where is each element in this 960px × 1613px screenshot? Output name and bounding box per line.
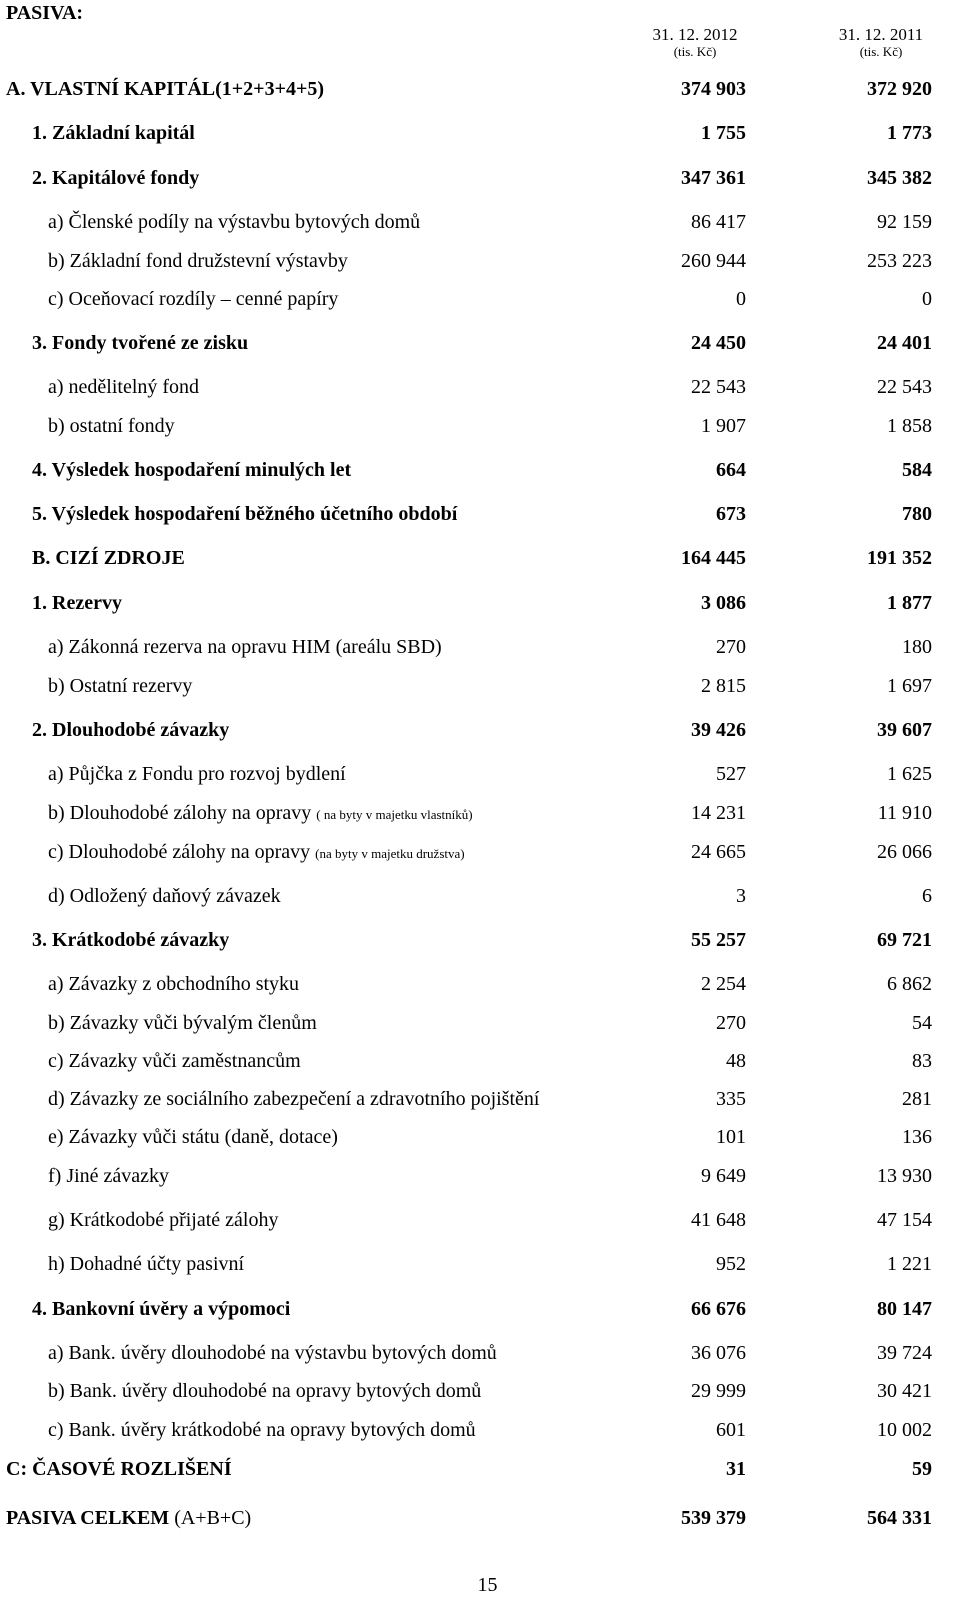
- row-note: (na byty v majetku družstva): [315, 846, 465, 861]
- value-2012: 39 426: [691, 719, 746, 741]
- value-2012: 673: [716, 503, 746, 525]
- row-label: 3. Fondy tvořené ze zisku: [32, 332, 249, 354]
- value-2012: 24 665: [691, 841, 746, 863]
- value-2011: 584: [902, 459, 932, 481]
- row-label: d) Závazky ze sociálního zabezpečení a zdravotního pojištění: [48, 1088, 540, 1110]
- value-2012: 270: [716, 636, 746, 658]
- value-2011: 69 721: [877, 929, 932, 951]
- table-row: [0, 759, 960, 789]
- row-label: 3. Krátkodobé závazky: [32, 929, 230, 951]
- row-label: [6, 1503, 251, 1533]
- row-label: a) Půjčka z Fondu pro rozvoj bydlení: [48, 763, 346, 785]
- value-2012: 22 543: [691, 376, 746, 398]
- value-2011: 780: [902, 503, 932, 525]
- value-2012: 3 086: [701, 592, 746, 614]
- table-row: [0, 499, 960, 529]
- value-2012: 1 755: [701, 122, 746, 144]
- table-row-casove-rozliseni: [0, 1454, 960, 1484]
- table-row: [0, 1376, 960, 1406]
- value-2012: 539 379: [681, 1507, 746, 1529]
- value-2012: 2 254: [701, 973, 746, 995]
- table-row: [0, 411, 960, 441]
- value-2011: 6 862: [887, 973, 932, 995]
- value-2011: 39 607: [877, 719, 932, 741]
- value-2012: 101: [716, 1126, 746, 1148]
- value-2011: 136: [902, 1126, 932, 1148]
- value-2012: 41 648: [691, 1209, 746, 1231]
- table-row: [0, 1294, 960, 1324]
- value-2012: 1 907: [701, 415, 746, 437]
- row-label: 1. Rezervy: [32, 592, 122, 614]
- table-row: [0, 1415, 960, 1445]
- value-2012: 347 361: [681, 167, 746, 189]
- value-2011: 1 221: [887, 1253, 932, 1275]
- column-header-2012: [640, 26, 750, 58]
- row-label: c) Oceňovací rozdíly – cenné papíry: [48, 288, 339, 310]
- row-label: 5. Výsledek hospodaření běžného účetního období: [32, 503, 458, 525]
- row-label: b) Základní fond družstevní výstavby: [48, 250, 348, 272]
- value-2011: 191 352: [867, 547, 932, 569]
- value-2012: 270: [716, 1012, 746, 1034]
- row-label: [48, 837, 465, 869]
- value-2011: 1 858: [887, 415, 932, 437]
- row-label: g) Krátkodobé přijaté zálohy: [48, 1209, 279, 1231]
- table-row: [0, 588, 960, 618]
- row-label-text: PASIVA CELKEM: [6, 1507, 170, 1529]
- row-label: 2. Kapitálové fondy: [32, 167, 200, 189]
- value-2011: 13 930: [877, 1165, 932, 1187]
- value-2011: 1 625: [887, 763, 932, 785]
- value-2011: 281: [902, 1088, 932, 1110]
- row-label: a) Bank. úvěry dlouhodobé na výstavbu bytových domů: [48, 1342, 497, 1364]
- value-2011: 83: [912, 1050, 932, 1072]
- table-row: [0, 1084, 960, 1114]
- table-row: [0, 163, 960, 193]
- value-2012: 14 231: [691, 802, 746, 824]
- value-2011: 6: [922, 885, 932, 907]
- value-2012: 260 944: [681, 250, 746, 272]
- value-2011: 47 154: [877, 1209, 932, 1231]
- row-label: b) ostatní fondy: [48, 415, 175, 437]
- row-label: a) nedělitelný fond: [48, 376, 200, 398]
- value-2012: 952: [716, 1253, 746, 1275]
- value-2012: 374 903: [681, 78, 746, 100]
- table-row: [0, 284, 960, 314]
- table-row: [0, 372, 960, 402]
- column-date: 31. 12. 2011: [838, 25, 924, 44]
- value-2011: 26 066: [877, 841, 932, 863]
- table-row: [0, 1205, 960, 1235]
- value-2011: 54: [912, 1012, 932, 1034]
- table-row: [0, 328, 960, 358]
- row-note: ( na byty v majetku vlastníků): [316, 807, 473, 822]
- value-2012: 527: [716, 763, 746, 785]
- value-2011: 253 223: [867, 250, 932, 272]
- row-label: [48, 798, 473, 830]
- column-unit: (tis. Kč): [859, 43, 903, 59]
- row-label: 4. Bankovní úvěry a výpomoci: [32, 1298, 291, 1320]
- row-label: d) Odložený daňový závazek: [48, 885, 281, 907]
- value-2012: 55 257: [691, 929, 746, 951]
- table-row: [0, 1008, 960, 1038]
- value-2011: 0: [922, 288, 932, 310]
- value-2011: 10 002: [877, 1419, 932, 1441]
- row-label: c) Závazky vůči zaměstnancům: [48, 1050, 301, 1072]
- row-label: B. CIZÍ ZDROJE: [32, 547, 185, 569]
- table-row-cizi-zdroje: [0, 543, 960, 573]
- table-row: [0, 715, 960, 745]
- value-2011: 22 543: [877, 376, 932, 398]
- row-label: h) Dohadné účty pasivní: [48, 1253, 245, 1275]
- row-label: a) Závazky z obchodního styku: [48, 973, 300, 995]
- value-2011: 92 159: [877, 211, 932, 233]
- value-2012: 31: [726, 1458, 746, 1480]
- table-row-vlastni-kapital: [0, 74, 960, 104]
- value-2012: 86 417: [691, 211, 746, 233]
- column-date: 31. 12. 2012: [652, 25, 738, 44]
- page-title: PASIVA:: [6, 2, 84, 24]
- value-2011: 30 421: [877, 1380, 932, 1402]
- value-2012: 335: [716, 1088, 746, 1110]
- value-2012: 48: [726, 1050, 746, 1072]
- value-2012: 29 999: [691, 1380, 746, 1402]
- value-2011: 1 697: [887, 675, 932, 697]
- table-row: [0, 118, 960, 148]
- row-label: b) Ostatní rezervy: [48, 675, 193, 697]
- value-2012: 66 676: [691, 1298, 746, 1320]
- value-2012: 2 815: [701, 675, 746, 697]
- table-row: [0, 1161, 960, 1191]
- value-2011: 39 724: [877, 1342, 932, 1364]
- value-2011: 1 877: [887, 592, 932, 614]
- table-row: [0, 632, 960, 662]
- table-row: [0, 925, 960, 955]
- value-2011: 372 920: [867, 78, 932, 100]
- value-2011: 11 910: [877, 802, 932, 824]
- page-number: 15: [477, 1574, 498, 1596]
- row-label: e) Závazky vůči státu (daně, dotace): [48, 1126, 338, 1148]
- value-2012: 24 450: [691, 332, 746, 354]
- value-2011: 59: [912, 1458, 932, 1480]
- column-header-2011: [826, 26, 936, 58]
- table-row: [0, 671, 960, 701]
- value-2011: 24 401: [877, 332, 932, 354]
- row-label: A. VLASTNÍ KAPITÁL(1+2+3+4+5): [6, 78, 325, 100]
- value-2011: 564 331: [867, 1507, 932, 1529]
- row-label: C: ČASOVÉ ROZLIŠENÍ: [6, 1458, 232, 1480]
- table-row: [0, 455, 960, 485]
- value-2011: 1 773: [887, 122, 932, 144]
- table-row: [0, 1338, 960, 1368]
- value-2012: 164 445: [681, 547, 746, 569]
- row-label: 2. Dlouhodobé závazky: [32, 719, 230, 741]
- value-2012: 9 649: [701, 1165, 746, 1187]
- row-label-text: b) Dlouhodobé zálohy na opravy: [48, 802, 312, 824]
- table-row-pasiva-celkem: [0, 1503, 960, 1533]
- column-unit: (tis. Kč): [673, 43, 717, 59]
- value-2012: 601: [716, 1419, 746, 1441]
- row-label: b) Závazky vůči bývalým členům: [48, 1012, 317, 1034]
- value-2011: 80 147: [877, 1298, 932, 1320]
- row-label-suffix: (A+B+C): [174, 1507, 252, 1529]
- value-2012: 36 076: [691, 1342, 746, 1364]
- row-label: 4. Výsledek hospodaření minulých let: [32, 459, 352, 481]
- row-label: f) Jiné závazky: [48, 1165, 170, 1187]
- row-label-text: c) Dlouhodobé zálohy na opravy: [48, 841, 311, 863]
- value-2011: 180: [902, 636, 932, 658]
- row-label: c) Bank. úvěry krátkodobé na opravy bytových domů: [48, 1419, 476, 1441]
- value-2012: 3: [736, 885, 746, 907]
- value-2012: 664: [716, 459, 746, 481]
- table-row: [0, 1122, 960, 1152]
- table-row: [0, 969, 960, 999]
- table-row: [0, 837, 960, 867]
- table-row: [0, 207, 960, 237]
- table-row: [0, 1046, 960, 1076]
- row-label: b) Bank. úvěry dlouhodobé na opravy bytových domů: [48, 1380, 482, 1402]
- table-row: [0, 1249, 960, 1279]
- value-2011: 345 382: [867, 167, 932, 189]
- row-label: 1. Základní kapitál: [32, 122, 195, 144]
- row-label: a) Členské podíly na výstavbu bytových domů: [48, 211, 421, 233]
- value-2012: 0: [736, 288, 746, 310]
- table-row: [0, 881, 960, 911]
- row-label: a) Zákonná rezerva na opravu HIM (areálu SBD): [48, 636, 442, 658]
- table-row: [0, 246, 960, 276]
- table-row: [0, 798, 960, 828]
